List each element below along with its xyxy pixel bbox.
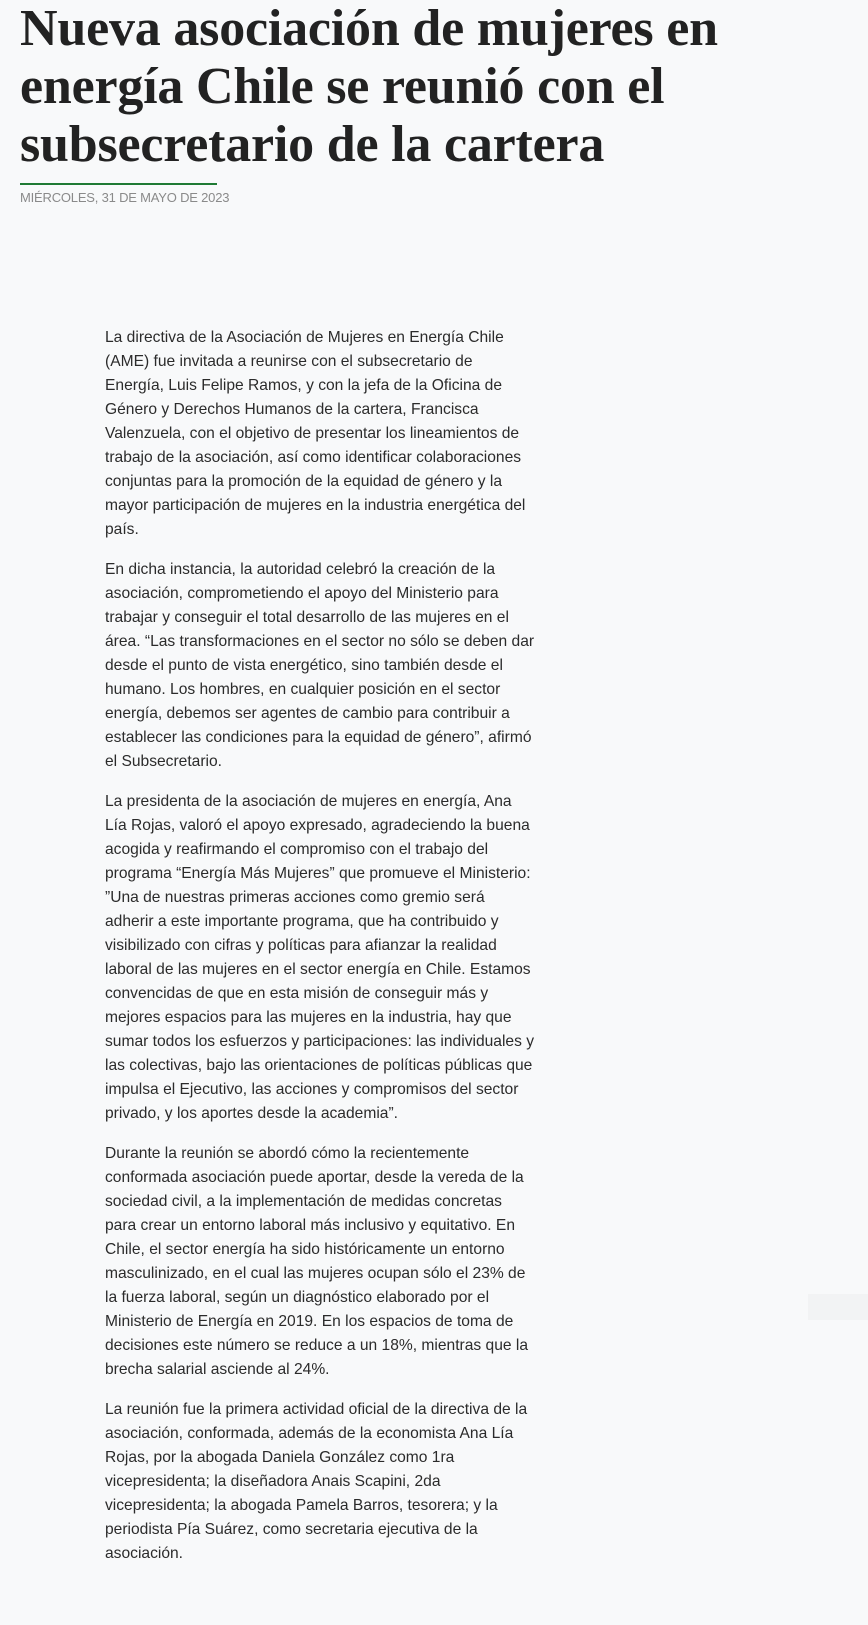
side-widget-placeholder	[808, 1294, 868, 1320]
article-date: MIÉRCOLES, 31 DE MAYO DE 2023	[20, 190, 230, 205]
article-paragraph: La reunión fue la primera actividad oficial de la directiva de la asociación, conformada, además de la economista Ana Lía Rojas, por la abogada Daniela González como 1ra vicepresidenta; la diseñadora Anais Scapini, 2da vicepresidenta; la abogada Pamela Barros, tesorera; y la periodista Pía Suárez, como secretaria ejecutiva de la asociación.	[105, 1401, 528, 1562]
article-body	[105, 326, 535, 1582]
article-paragraph: Durante la reunión se abordó cómo la recientemente conformada asociación puede aportar, desde la vereda de la sociedad civil, a la implementación de medidas concretas para crear un entorno laboral más inclusivo y equitativo. En Chile, el sector energía ha sido históricamente un entorno masculinizado, en el cual las mujeres ocupan sólo el 23% de la fuerza laboral, según un diagnóstico elaborado por el Ministerio de Energía en 2019. En los espacios de toma de decisiones este número se reduce a un 18%, mientras que la brecha salarial asciende al 24%.	[105, 1145, 529, 1378]
article-title: Nueva asociación de mujeres en energía Chile se reunió con el subsecretario de la cartera	[20, 0, 718, 173]
article-paragraph: La directiva de la Asociación de Mujeres en Energía Chile (AME) fue invitada a reunirse con el subsecretario de Energía, Luis Felipe Ramos, y con la jefa de la Oficina de Género y Derechos Humanos de la cartera, Francisca Valenzuela, con el objetivo de presentar los lineamientos de trabajo de la asociación, así como identificar colaboraciones conjuntas para la promoción de la equidad de género y la mayor participación de mujeres en la industria energética del país.	[105, 329, 526, 538]
article-paragraph: En dicha instancia, la autoridad celebró la creación de la asociación, comprometiendo el apoyo del Ministerio para trabajar y conseguir el total desarrollo de las mujeres en el área. “Las transformaciones en el sector no sólo se deben dar desde el punto de vista energético, sino también desde el humano. Los hombres, en cualquier posición en el sector energía, debemos ser agentes de cambio para contribuir a establecer las condiciones para la equidad de género”, afirmó el Subsecretario.	[105, 561, 535, 770]
title-underline-rule	[20, 183, 217, 185]
article-paragraph: La presidenta de la asociación de mujeres en energía, Ana Lía Rojas, valoró el apoyo expresado, agradeciendo la buena acogida y reafirmando el compromiso con el trabajo del programa “Energía Más Mujeres” que promueve el Ministerio: ”Una de nuestras primeras acciones como gremio será adherir a este importante programa, que ha contribuido y visibilizado con cifras y políticas para afianzar la realidad laboral de las mujeres en el sector energía en Chile. Estamos convencidas de que en esta misión de conseguir más y mejores espacios para las mujeres en la industria, hay que sumar todos los esfuerzos y participaciones: las individuales y las colectivas, bajo las orientaciones de políticas públicas que impulsa el Ejecutivo, las acciones y compromisos del sector privado, y los aportes desde la academia”.	[105, 793, 535, 1122]
